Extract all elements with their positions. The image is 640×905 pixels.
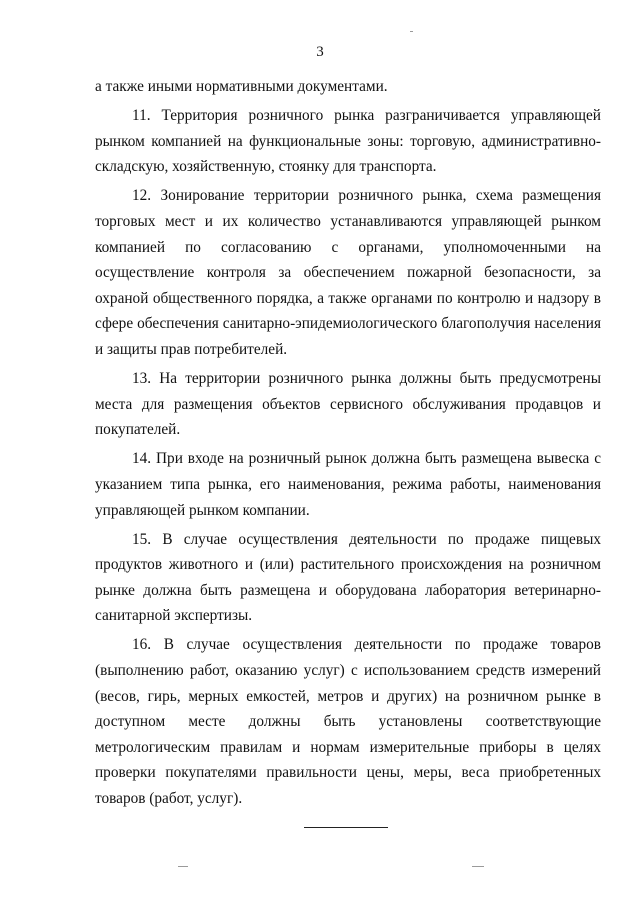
paragraph-13: 13. На территории розничного рынка должны быть предусмотрены места для размещения объектов сервисного обслуживания продавцов и покупателей. (95, 370, 601, 439)
scan-speck (410, 31, 413, 32)
paragraph-12: 12. Зонирование территории розничного рынка, схема размещения торговых мест и их количество устанавливаются управляющей рынком компанией по согласованию с органами, уполномоченными на осуществление контроля за обеспечением пожарной безопасности, за охраной общественного порядка, а также органами по контролю и надзору в сфере обеспечения санитарно-эпидемиологического благополучия населения и защиты прав потребителей. (95, 187, 601, 358)
scan-speck (178, 866, 188, 867)
page-number: 3 (316, 44, 324, 60)
scan-speck (472, 866, 484, 867)
paragraph-11: 11. Территория розничного рынка разграничивается управляющей рынком компанией на функциональные зоны: торговую, административно-складскую, хозяйственную, стоянку для транспорта. (95, 107, 601, 176)
end-of-text-rule (304, 827, 388, 828)
paragraph-15: 15. В случае осуществления деятельности по продаже пищевых продуктов животного и (или) растительного происхождения на розничном рынке должна быть размещена и оборудована лаборатория ветеринарно-санитарной экспертизы. (95, 530, 601, 625)
paragraph-continuation: а также иными нормативными документами. (95, 78, 388, 95)
paragraph-14: 14. При входе на розничный рынок должна быть размещена вывеска с указанием типа рынка, его наименования, режима работы, наименования управляющей рынком компании. (95, 450, 601, 519)
paragraph-16: 16. В случае осуществления деятельности по продаже товаров (выполнению работ, оказанию услуг) с использованием средств измерений (весов, гирь, мерных емкостей, метров и других) на розничном рынке в доступном месте должны быть установлены соответствующие метрологическим правилам и нормам измерительные приборы в целях проверки покупателями правильности цены, меры, веса приобретенных товаров (работ, услуг). (95, 636, 601, 808)
body-text (95, 74, 601, 815)
